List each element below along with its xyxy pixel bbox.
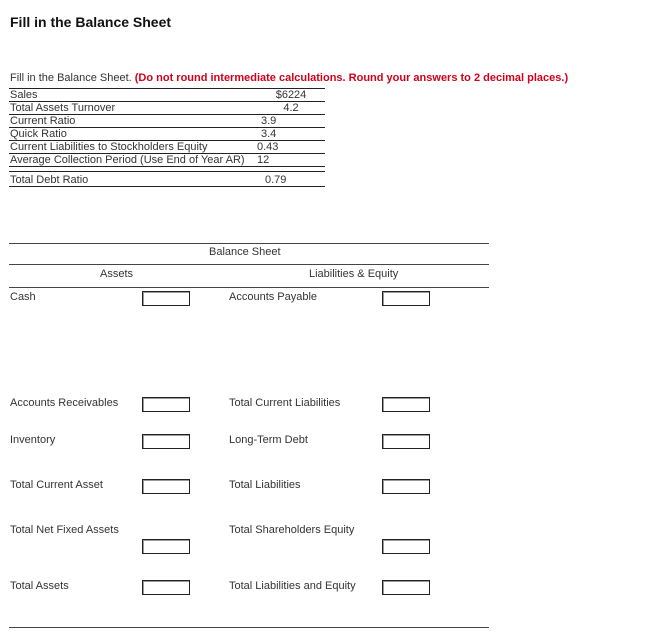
cash-input[interactable] xyxy=(142,291,190,306)
givens-value: 12 xyxy=(257,154,270,166)
total-liabilities-and-equity-label: Total Liabilities and Equity xyxy=(229,580,356,592)
instructions xyxy=(10,72,568,84)
divider xyxy=(9,264,489,265)
total-shareholders-equity-input[interactable] xyxy=(382,539,430,554)
assets-header: Assets xyxy=(100,268,134,280)
total-current-asset-input[interactable] xyxy=(142,479,190,494)
givens-row-quick-ratio xyxy=(9,128,325,141)
total-liabilities-and-equity-input[interactable] xyxy=(382,580,430,595)
givens-row-total-debt-ratio xyxy=(9,171,325,187)
cash-label: Cash xyxy=(10,291,36,303)
instruction-warning: (Do not round intermediate calculations. Round your answers to 2 decimal places.) xyxy=(134,72,569,84)
givens-label: Average Collection Period (Use End of Year AR) xyxy=(10,154,245,166)
givens-label: Total Assets Turnover xyxy=(10,102,116,114)
givens-label: Sales xyxy=(10,89,38,101)
inventory-input[interactable] xyxy=(142,434,190,449)
givens-row-current-ratio xyxy=(9,115,325,128)
inventory-label: Inventory xyxy=(10,434,56,446)
accounts-payable-label: Accounts Payable xyxy=(229,291,318,303)
total-current-asset-label: Total Current Asset xyxy=(10,479,103,491)
givens-label: Current Ratio xyxy=(10,115,76,127)
givens-row-sales xyxy=(9,88,325,102)
total-net-fixed-assets-input[interactable] xyxy=(142,539,190,554)
givens-value: 4.2 xyxy=(283,102,299,114)
givens-value: 3.4 xyxy=(261,128,277,140)
givens-value: 3.9 xyxy=(261,115,277,127)
divider xyxy=(9,243,489,244)
givens-value: 0.79 xyxy=(265,174,287,186)
long-term-debt-input[interactable] xyxy=(382,434,430,449)
total-current-liabilities-label: Total Current Liabilities xyxy=(229,397,341,409)
givens-label: Quick Ratio xyxy=(10,128,67,140)
page-title: Fill in the Balance Sheet xyxy=(10,14,172,30)
accounts-receivables-label: Accounts Receivables xyxy=(10,397,119,409)
givens-label: Current Liabilities to Stockholders Equity xyxy=(10,141,208,153)
accounts-receivables-input[interactable] xyxy=(142,397,190,412)
givens-value: 0.43 xyxy=(257,141,279,153)
accounts-payable-input[interactable] xyxy=(382,291,430,306)
total-shareholders-equity-label: Total Shareholders Equity xyxy=(229,524,355,536)
total-net-fixed-assets-label: Total Net Fixed Assets xyxy=(10,524,119,536)
long-term-debt-label: Long-Term Debt xyxy=(229,434,308,446)
divider xyxy=(9,627,489,628)
total-current-liabilities-input[interactable] xyxy=(382,397,430,412)
divider xyxy=(9,287,489,288)
liabilities-header: Liabilities & Equity xyxy=(309,268,399,280)
balance-sheet-title: Balance Sheet xyxy=(209,246,281,258)
givens-row-avg-collection-period xyxy=(9,154,325,167)
total-assets-label: Total Assets xyxy=(10,580,69,592)
givens-row-total-assets-turnover xyxy=(9,102,325,115)
instruction-text: Fill in the Balance Sheet. xyxy=(10,72,135,84)
givens-table xyxy=(9,88,325,187)
givens-row-cl-to-equity xyxy=(9,141,325,154)
total-liabilities-label: Total Liabilities xyxy=(229,479,301,491)
total-liabilities-input[interactable] xyxy=(382,479,430,494)
total-assets-input[interactable] xyxy=(142,580,190,595)
givens-value: $6224 xyxy=(275,89,307,101)
givens-label: Total Debt Ratio xyxy=(10,174,89,186)
